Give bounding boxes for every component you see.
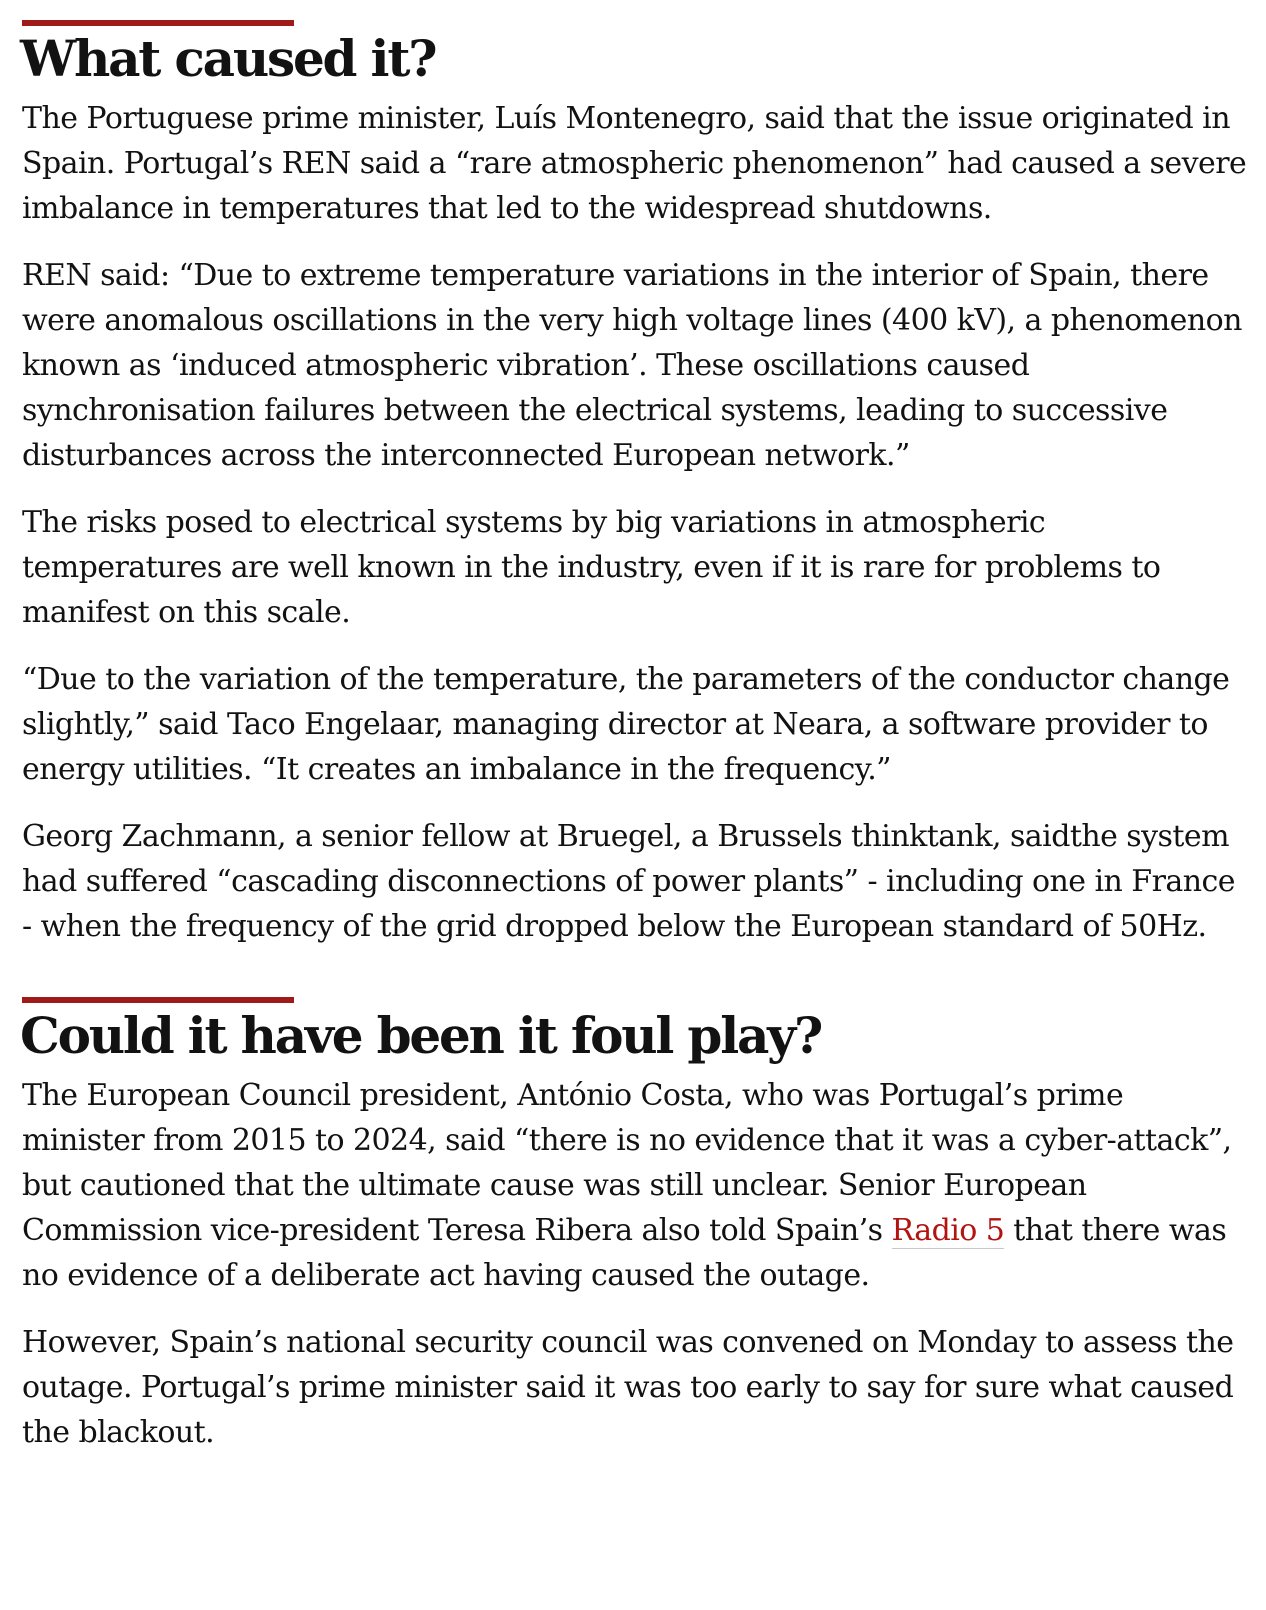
radio-5-link[interactable]: Radio 5	[891, 1213, 1005, 1248]
paragraph: “Due to the variation of the temperature, the parameters of the conductor change slightly,” said Taco Engelaar, managing director at Neara, a software provider to energy utilities. “It creates an imbalance in the frequency.”	[22, 662, 1230, 787]
paragraph	[22, 1073, 1248, 1298]
paragraph: Georg Zachmann, a senior fellow at Bruegel, a Brussels thinktank, saidthe system had suffered “cascading disconnections of power plants” - including one in France - when the frequency of the grid dropped below the European standard of 50Hz.	[22, 819, 1235, 944]
section-heading: Could it have been it foul play?	[20, 1006, 822, 1065]
section-heading: What caused it?	[20, 29, 436, 88]
section-foul-play	[22, 997, 1248, 1455]
article-body	[22, 20, 1248, 1477]
section-accent-rule	[22, 20, 294, 26]
section-spacer	[22, 971, 1248, 997]
paragraph-text: The European Council president, António Costa, who was Portugal’s prime minister from 2015 to 2024, said “there is no evidence that it was a cyber-attack”, but cautioned that the ultimate cause was still unclear. Senior European Commission vice-president Teresa Ribera also told Spain’s	[22, 1078, 1232, 1248]
paragraph: REN said: “Due to extreme temperature variations in the interior of Spain, there were anomalous oscillations in the very high voltage lines (400 kV), a phenomenon known as ‘induced atmospheric vibration’. These oscillations caused synchronisation failures between the electrical systems, leading to successive disturbances across the interconnected European network.”	[22, 258, 1242, 473]
paragraph-text: that there was no evidence of a deliberate act having caused the outage.	[22, 1213, 1227, 1293]
paragraph: The risks posed to electrical systems by big variations in atmospheric temperatures are well known in the industry, even if it is rare for problems to manifest on this scale.	[22, 505, 1161, 630]
section-accent-rule	[22, 997, 294, 1003]
paragraph: The Portuguese prime minister, Luís Montenegro, said that the issue originated in Spain. Portugal’s REN said a “rare atmospheric phenomenon” had caused a severe imbalance in temperatures that led to the widespread shutdowns.	[22, 101, 1247, 226]
section-what-caused-it	[22, 20, 1248, 949]
paragraph: However, Spain’s national security council was convened on Monday to assess the outage. Portugal’s prime minister said it was too early to say for sure what caused the blackout.	[22, 1325, 1234, 1450]
